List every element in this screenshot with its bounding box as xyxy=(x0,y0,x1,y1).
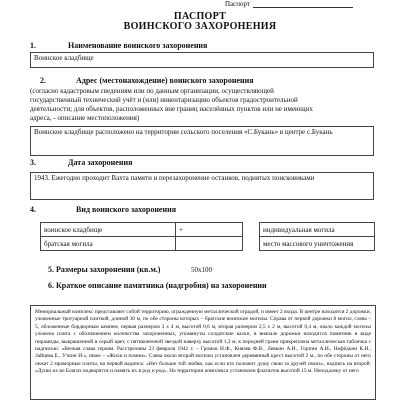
section3-value-box xyxy=(30,172,374,200)
section1-value-box xyxy=(30,52,374,68)
section2-value: Воинское кладбище расположено на территории сельского поселения «С.Букань» в центре с.Букань xyxy=(34,128,333,136)
burial-kind-right: место массового уничтожения xyxy=(260,237,375,251)
section2-title: Адрес (местонахождение) воинского захоронения xyxy=(76,76,254,85)
section6-label: 6. Краткое описание памятника (надгробия) на захоронении xyxy=(48,281,267,290)
burial-kind-left: воинское кладбище xyxy=(41,223,176,237)
monument-description: Мемориальный комплекс представляет собой территорию, огражденную металлической оградой, и имеет 2 входа. В центре находятся 2 дорожки, уложенные тротуарной плиткой, длиной 30 м, по обе стороны которых – братские воинские могилы. Справа от первой дорожки 8 могил, слева – 5, обложенные бордюрным камнем, первая размером 3 х 4 м, высотой 0,6 м, вторая размером 2,5 х 2 м, высотой 0,4 м, около каждой могилы уложена плита с обозначением количества захороненных, упомянуты солдатские каски, в вначале дорожки находится памятник в виде пирамиды, выкрашенной в серый цвет, с пятиконечной звездой наверху высотой 1,2 м, к передней грани прикреплена металлическая табличка с надписью: «Вечная слава героям. Расстреляны 23 февраля 1942 г. – Громов И.Ф., Князев Ф.В., Левкин А.И., Горпин А.И., Нефёдкин К.И., Зайцева Е., Уткин И.», ниже – «Жили и помни». Слева около второй могилы установлен деревянный крест высотой 2 м., по обе стороны от него лежат 2 мраморные плиты, на первой надпись: «Нет больше той любви, как если кто положит душу свою за друзей своих», надпись на второй: «Души их во Благих водворятся и память их в род и род». На территории комплекса установлен флагшток высотой 15 м. Неподалеку от него xyxy=(35,309,371,375)
monument-description-box xyxy=(30,305,376,400)
burial-kind-mark xyxy=(176,237,243,251)
section2-note-line: (согласно кадастровым сведениям или по данным организации, осуществляющей xyxy=(30,87,274,95)
section2-note-line: деятельности; для объектов, расположенных вне границ населённых пунктов или не имеющих xyxy=(30,105,313,113)
document-subtitle: ВОИНСКОГО ЗАХОРОНЕНИЯ xyxy=(123,21,277,32)
burial-kind-spacer xyxy=(243,223,260,237)
burial-kind-right: индивидуальная могила xyxy=(260,223,375,237)
burial-kind-mark: + xyxy=(176,223,243,237)
section5-value: 50х100 xyxy=(191,266,212,274)
document-title: ПАСПОРТ xyxy=(173,11,227,22)
section4-number: 4. xyxy=(30,205,36,214)
section1-value: Воинское кладбище xyxy=(34,54,94,62)
section2-value-box xyxy=(30,126,374,156)
section2-note-line: государственный технический учёт и (или) инвентаризацию объектов градостроительной xyxy=(30,96,298,104)
section5-label: 5. Размеры захоронения (кв.м.) xyxy=(48,265,161,274)
section3-value: 1943. Ежегодно проходит Вахта памяти и перезахоронение останков, поднятых поисковиками xyxy=(34,174,315,182)
section4-title: Вид воинского захоронения xyxy=(76,205,177,214)
section2-note-line: адреса, - описание местоположения) xyxy=(30,114,140,122)
section3-number: 3. xyxy=(30,158,36,167)
section1-number: 1. xyxy=(30,41,36,50)
passport-label: Паспорт xyxy=(225,0,250,8)
burial-kind-table xyxy=(40,222,375,251)
section1-title: Наименование воинского захоронения xyxy=(68,41,208,50)
burial-kind-left: братская могила xyxy=(41,237,176,251)
section2-note xyxy=(30,87,380,123)
section2-number: 2. xyxy=(40,76,46,85)
table-row xyxy=(41,223,375,237)
section3-title: Дата захоронения xyxy=(68,158,133,167)
burial-kind-spacer xyxy=(243,237,260,251)
passport-number-line xyxy=(253,7,353,8)
table-row xyxy=(41,237,375,251)
